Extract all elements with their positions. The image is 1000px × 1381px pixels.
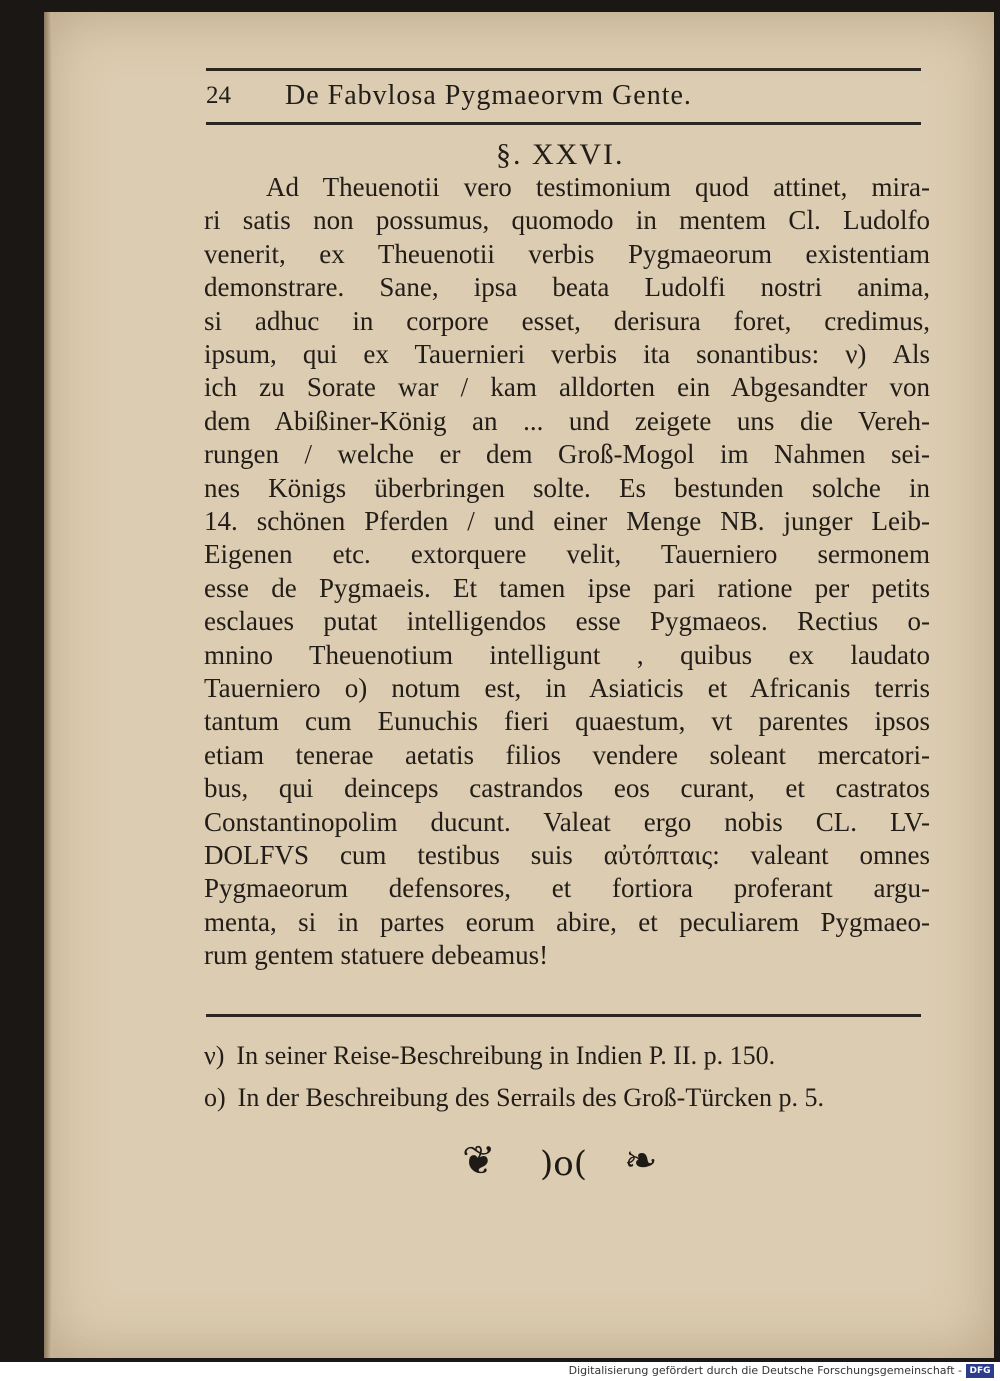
footnote — [204, 1082, 904, 1114]
body-line: ipsum, qui ex Tauernieri verbis ita sonantibus: ν) Als — [204, 339, 930, 369]
body-line: DOLFVS cum testibus suis αὐτόπταις: valeant omnes — [204, 840, 930, 870]
ornament-left: ❦ — [462, 1138, 496, 1184]
body-line: Eigenen etc. extorquere velit, Tauerniero sermonem — [204, 539, 930, 570]
footnote-marker: o) — [204, 1083, 226, 1112]
footnote — [204, 1040, 904, 1072]
header-rule-bottom — [206, 122, 921, 125]
body-line: Constantinopolim ducunt. Valeat ergo nobis CL. LV- — [204, 806, 930, 837]
body-line: rungen / welche er dem Groß-Mogol im Nahmen sei- — [204, 439, 930, 470]
footnote-text: In der Beschreibung des Serrails des Groß-Türcken p. 5. — [237, 1083, 824, 1112]
body-line: venerit, ex Theuenotii verbis Pygmaeorum existentiam — [204, 238, 930, 269]
body-line: mnino Theuenotium intelligunt , quibus ex laudato — [204, 639, 930, 670]
dfg-logo: DFG — [966, 1364, 994, 1378]
ornament-right: ❧ — [624, 1138, 658, 1184]
body-line: bus, qui deinceps castrandos eos curant, et castratos — [204, 773, 930, 804]
footnote-divider — [206, 1014, 921, 1017]
footnote-marker: ν) — [204, 1041, 225, 1070]
body-line: nes Königs überbringen solte. Es bestunden solche in — [204, 472, 930, 503]
body-line: ich zu Sorate war / kam alldorten ein Abgesandter von — [204, 372, 930, 403]
body-line: etiam tenerae aetatis filios vendere soleant mercatori- — [204, 739, 930, 770]
footer-credit: Digitalisierung gefördert durch die Deutsche Forschungsgemeinschaft - — [568, 1364, 962, 1377]
body-line: 14. schönen Pferden / und einer Menge NB. junger Leib- — [204, 506, 930, 536]
body-line: si adhuc in corpore esset, derisura foret, credimus, — [204, 305, 930, 336]
running-title: De Fabvlosa Pygmaeorvm Gente. — [285, 80, 692, 111]
body-line: rum gentem statuere debeamus! — [204, 940, 549, 971]
body-line: esclaues putat intelligendos esse Pygmaeos. Rectius o- — [204, 606, 930, 637]
body-line: demonstrare. Sane, ipsa beata Ludolfi nostri anima, — [204, 272, 930, 303]
ornament-center: )o( — [540, 1144, 587, 1184]
body-line: ri satis non possumus, quomodo in mentem Cl. Ludolfo — [204, 205, 930, 236]
page-edge — [44, 12, 52, 1358]
body-line: menta, si in partes eorum abire, et peculiarem Pygmaeo- — [204, 906, 930, 937]
body-line: Pygmaeorum defensores, et fortiora proferant argu- — [204, 873, 930, 904]
body-line: dem Abißiner-König an ... und zeigete uns die Vereh- — [204, 405, 930, 436]
body-line: Ad Theuenotii vero testimonium quod attinet, mira- — [266, 172, 930, 202]
body-line: esse de Pygmaeis. Et tamen ipse pari ratione per petits — [204, 572, 930, 603]
section-heading: §. XXVI. — [496, 138, 625, 171]
page-number: 24 — [206, 82, 231, 109]
header-rule-top — [206, 68, 921, 71]
body-line: tantum cum Eunuchis fieri quaestum, vt parentes ipsos — [204, 706, 930, 737]
body-line: Tauerniero o) notum est, in Asiaticis et Africanis terris — [204, 673, 930, 703]
footnote-text: In seiner Reise-Beschreibung in Indien P. II. p. 150. — [236, 1041, 776, 1070]
